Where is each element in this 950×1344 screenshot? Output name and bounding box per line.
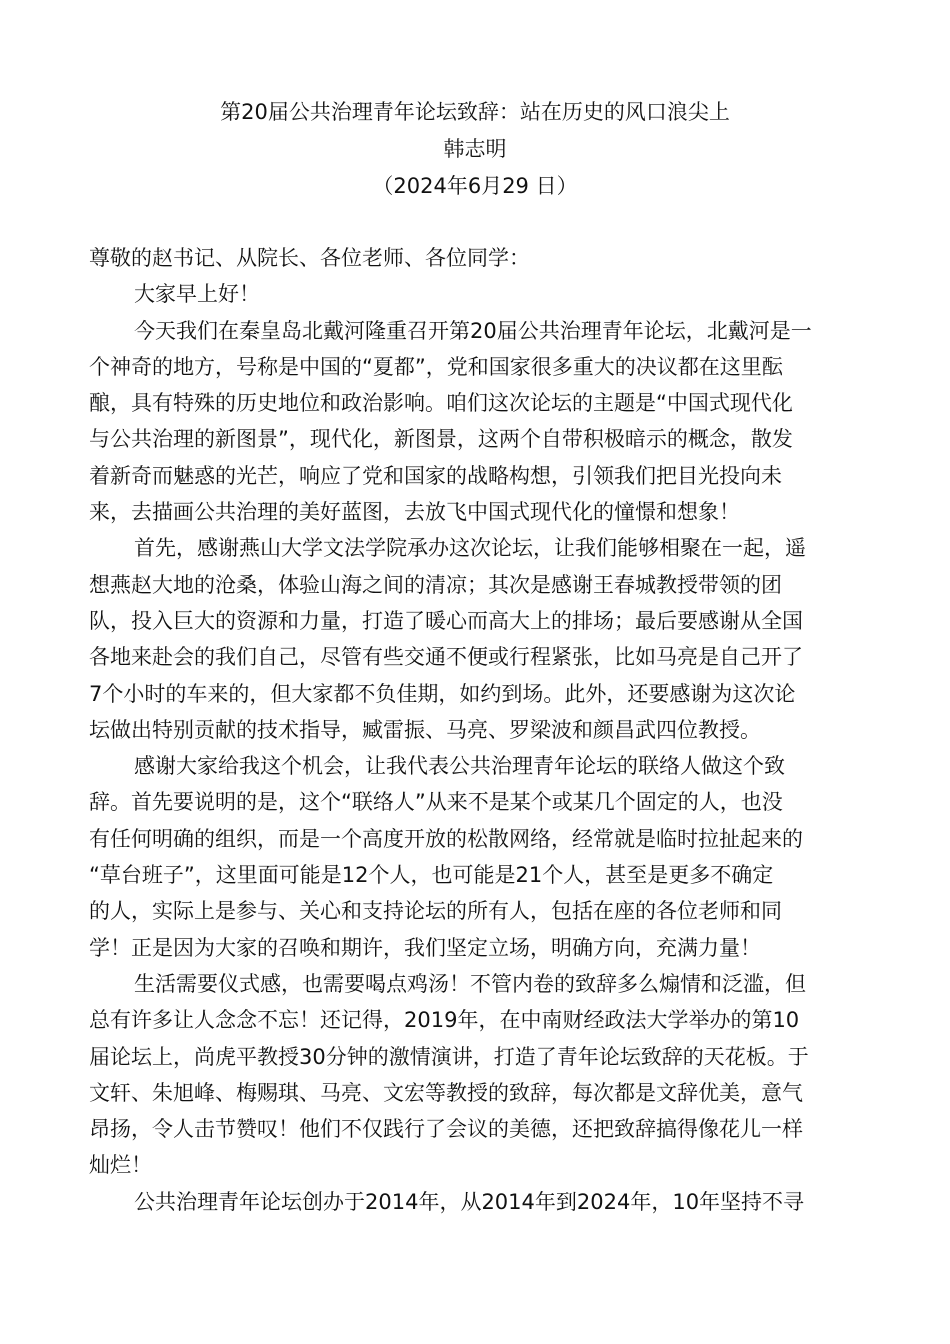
paragraph-line: 昂扬，令人击节赞叹！他们不仅践行了会议的美德，还把致辞搞得像花儿一样 (89, 1117, 803, 1142)
paragraph-line: 坛做出特别贡献的技术指导，臧雷振、马亮、罗梁波和颜昌武四位教授。 (89, 717, 761, 742)
paragraph-line: 届论坛上，尚虎平教授30分钟的激情演讲，打造了青年论坛致辞的天花板。于 (89, 1044, 809, 1069)
paragraph-line: 文轩、朱旭峰、梅赐琪、马亮、文宏等教授的致辞，每次都是文辞优美，意气 (89, 1080, 803, 1105)
paragraph-line: 来，去描画公共治理的美好蓝图，去放飞中国式现代化的憧憬和想象！ (89, 500, 740, 525)
paragraph-line: 队，投入巨大的资源和力量，打造了暖心而高大上的排场；最后要感谢从全国 (89, 608, 803, 633)
paragraph-line: 个神奇的地方，号称是中国的“夏都”，党和国家很多重大的决议都在这里酝 (89, 354, 783, 379)
paragraph-list (89, 276, 864, 1220)
paragraph-line: “草台班子”，这里面可能是12个人，也可能是21个人，甚至是更多不确定 (89, 863, 774, 888)
paragraph (89, 748, 864, 966)
paragraph-line: 与公共治理的新图景”，现代化，新图景，这两个自带积极暗示的概念，散发 (89, 427, 793, 452)
paragraph-line: 各地来赴会的我们自己，尽管有些交通不便或行程紧张，比如马亮是自己开了 (89, 645, 803, 670)
paragraph (89, 276, 864, 312)
author-name: 韩志明 (443, 137, 507, 161)
paragraph-line: 大家早上好！ (134, 282, 260, 307)
document-body (89, 240, 864, 1220)
paragraph-line: 想燕赵大地的沧桑，体验山海之间的清凉；其次是感谢王春城教授带领的团 (89, 572, 782, 597)
paragraph (89, 1184, 864, 1220)
paragraph-line: 今天我们在秦皇岛北戴河隆重召开第20届公共治理青年论坛，北戴河是一 (134, 318, 812, 343)
paragraph-line: 的人，实际上是参与、关心和支持论坛的所有人，包括在座的各位老师和同 (89, 899, 782, 924)
paragraph-line: 学！正是因为大家的召唤和期许，我们坚定立场，明确方向，充满力量！ (89, 935, 761, 960)
paragraph-line: 7个小时的车来的，但大家都不负佳期，如约到场。此外，还要感谢为这次论 (89, 681, 796, 706)
paragraph (89, 313, 864, 531)
document-title: 第20届公共治理青年论坛致辞：站在历史的风口浪尖上 (220, 100, 730, 124)
paragraph-line: 辞。首先要说明的是，这个“联络人”从来不是某个或某几个固定的人，也没 (89, 790, 783, 815)
document-header (0, 94, 950, 205)
salutation (89, 240, 864, 276)
paragraph-line: 有任何明确的组织，而是一个高度开放的松散网络，经常就是临时拉扯起来的 (89, 826, 803, 851)
paragraph-line: 首先，感谢燕山大学文法学院承办这次论坛，让我们能够相聚在一起，遥 (134, 536, 806, 561)
paragraph-line: 公共治理青年论坛创办于2014年，从2014年到2024年，10年坚持不寻 (134, 1189, 805, 1214)
paragraph-line: 感谢大家给我这个机会，让我代表公共治理青年论坛的联络人做这个致 (134, 754, 785, 779)
paragraph (89, 966, 864, 1184)
paragraph-line: 总有许多让人念念不忘！还记得，2019年，在中南财经政法大学举办的第10 (89, 1008, 800, 1033)
paragraph-line: 生活需要仪式感，也需要喝点鸡汤！不管内卷的致辞多么煽情和泛滥，但 (134, 971, 806, 996)
salutation-line: 尊敬的赵书记、从院长、各位老师、各位同学： (89, 246, 530, 270)
paragraph-line: 灿烂！ (89, 1153, 152, 1178)
paragraph-line: 酿，具有特殊的历史地位和政治影响。咱们这次论坛的主题是“中国式现代化 (89, 391, 793, 416)
paragraph (89, 530, 864, 748)
paragraph-line: 着新奇而魅惑的光芒，响应了党和国家的战略构想，引领我们把目光投向未 (89, 463, 782, 488)
speech-date: （2024年6月29 日） (372, 174, 578, 198)
